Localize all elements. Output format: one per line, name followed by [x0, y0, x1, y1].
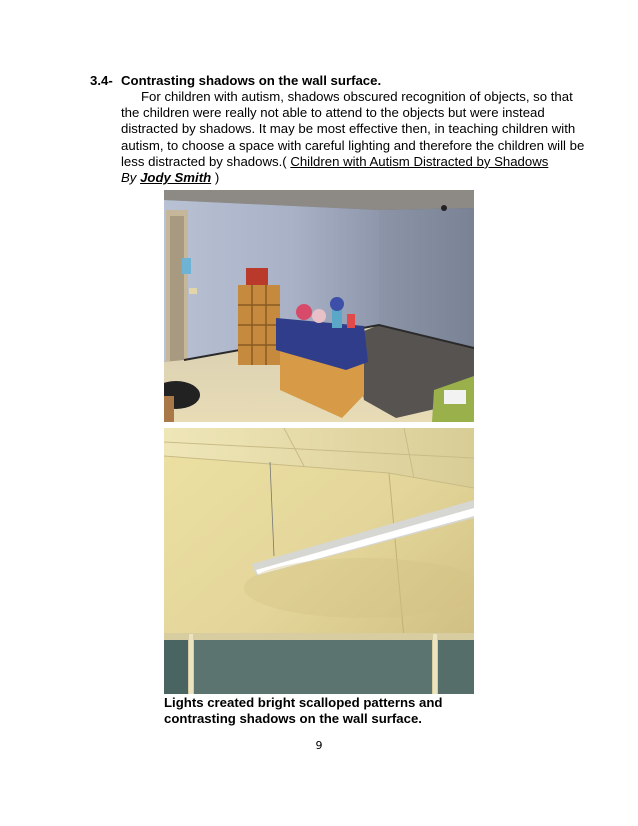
ceiling-light-photo [164, 428, 474, 694]
paragraph-line: For children with autism, shadows obscured recognition of objects, so that [141, 89, 573, 104]
paragraph-line: the children were really not able to attend to the objects but were instead [121, 105, 545, 121]
section-title: Contrasting shadows on the wall surface. [121, 73, 382, 88]
photo-caption [164, 695, 484, 726]
paragraph-line [121, 154, 581, 170]
classroom-photo [164, 190, 474, 422]
body-paragraph [121, 89, 585, 186]
close-paren: ) [214, 170, 220, 186]
section-number: 3.4- [90, 73, 113, 88]
paragraph-text: less distracted by shadows.( [121, 153, 287, 169]
reference-link[interactable]: Children with Autism Distracted by Shadows [290, 153, 549, 169]
paragraph-line: distracted by shadows. It may be most effective then, in teaching children with [121, 121, 576, 137]
by-label: By [121, 170, 137, 186]
caption-line: Lights created bright scalloped patterns and [164, 695, 443, 710]
page-number: 9 [315, 739, 323, 752]
paragraph-line: autism, to choose a space with careful lighting and therefore the children will be [121, 137, 585, 153]
author-name[interactable]: Jody Smith [140, 170, 212, 186]
section-heading [90, 73, 381, 88]
paragraph-line [121, 170, 581, 186]
caption-line: contrasting shadows on the wall surface. [164, 710, 422, 726]
